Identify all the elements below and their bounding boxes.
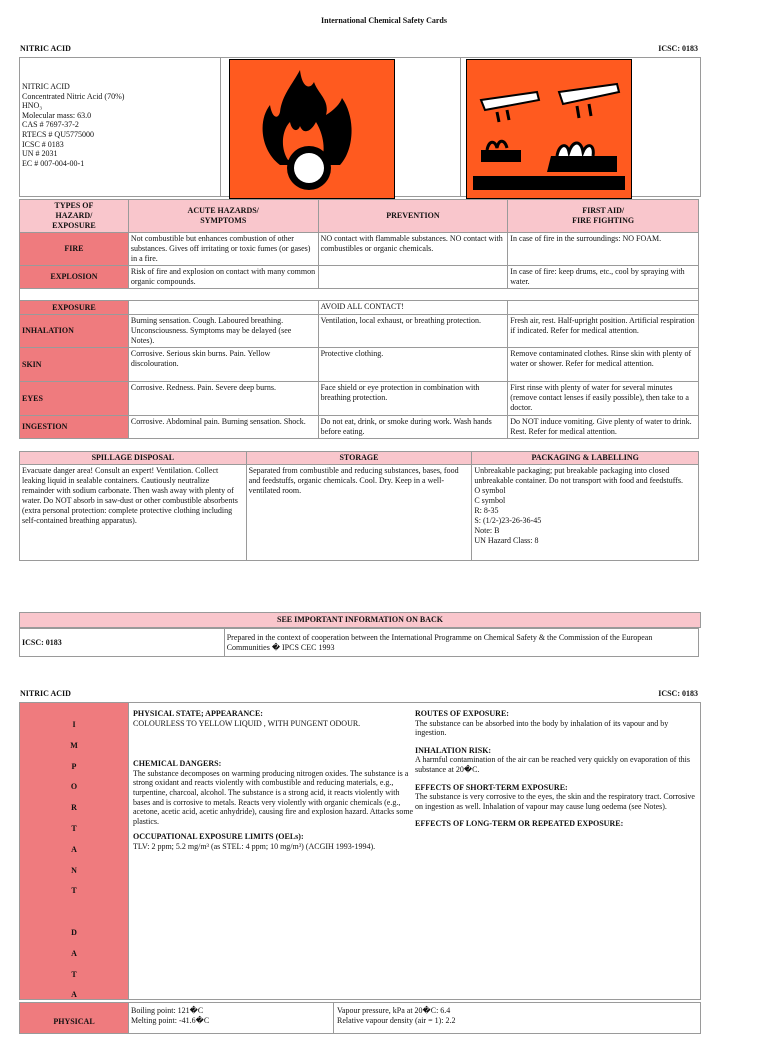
col-header-first-aid: FIRST AID/ FIRE FIGHTING: [508, 200, 699, 233]
inhalation-risk-heading: INHALATION RISK:: [415, 745, 492, 755]
physical-state-heading: PHYSICAL STATE; APPEARANCE:: [133, 709, 263, 718]
row-label-exposure: EXPOSURE: [20, 301, 129, 315]
side-letter: A: [71, 948, 77, 958]
explosion-prevention: [318, 266, 508, 289]
right-column: [415, 709, 695, 829]
packaging-header: PACKAGING & LABELLING: [472, 452, 699, 465]
skin-hazard: Corrosive. Serious skin burns. Pain. Yellow discolouration.: [128, 348, 318, 382]
physical-state-text: COLOURLESS TO YELLOW LIQUID , WITH PUNGENT ODOUR.: [133, 718, 361, 728]
side-letter: R: [71, 803, 77, 813]
card2-header-icsc: ICSC: 0183: [658, 689, 698, 698]
col-header-types: TYPES OF HAZARD/ EXPOSURE: [20, 200, 129, 233]
side-letter: A: [71, 844, 77, 854]
oxidizer-symbol-icon: [229, 59, 395, 199]
side-letter: D: [71, 927, 77, 937]
fire-hazard: Not combustible but enhances combustion of other substances. Gives off irritating or toxic fumes (or gases) in a fire.: [128, 233, 318, 266]
inhalation-prevention: Ventilation, local exhaust, or breathing protection.: [318, 315, 508, 348]
ingestion-hazard: Corrosive. Abdominal pain. Burning sensation. Shock.: [128, 416, 318, 439]
col-header-prevention: PREVENTION: [318, 200, 508, 233]
explosion-aid: In case of fire: keep drums, etc., cool by spraying with water.: [508, 266, 699, 289]
row-label-fire: FIRE: [20, 233, 129, 266]
important-data-sidebar: [20, 703, 129, 999]
properties-left: Boiling point: 121�C Melting point: -41.6�C: [131, 1006, 210, 1025]
corrosive-symbol-icon: [466, 59, 632, 199]
physical-label: PHYSICAL: [20, 1003, 129, 1033]
left-column: [133, 709, 415, 852]
side-letter: N: [71, 865, 77, 875]
side-letter: T: [71, 886, 77, 896]
fire-prevention: NO contact with flammable substances. NO contact with combustibles or organic chemicals.: [318, 233, 508, 266]
col-header-acute: ACUTE HAZARDS/ SYMPTOMS: [128, 200, 318, 233]
storage-text: Separated from combustible and reducing substances, bases, food and feedstuffs, organic chemicals. Cool. Dry. Keep in a well-ventilated room.: [246, 465, 472, 561]
side-letter: M: [70, 740, 78, 750]
side-letter: I: [72, 720, 76, 729]
side-letter: T: [71, 823, 77, 833]
row-label-explosion: EXPLOSION: [20, 266, 129, 289]
row-label-ingestion: INGESTION: [20, 416, 129, 439]
exposure-aid: [508, 301, 699, 315]
short-term-heading: EFFECTS OF SHORT-TERM EXPOSURE:: [415, 782, 568, 792]
side-letter: [20, 902, 128, 923]
chemical-dangers-heading: CHEMICAL DANGERS:: [133, 759, 222, 769]
row-label-inhalation: INHALATION: [20, 315, 129, 348]
exposure-prevention: AVOID ALL CONTACT!: [318, 301, 508, 315]
card-footer: [19, 628, 699, 657]
storage-header: STORAGE: [246, 452, 472, 465]
spillage-text: Evacuate danger area! Consult an expert! Ventilation. Collect leaking liquid in sealable containers. Cautiously neutralize remainder with sodium carbonate. Then wash away with plenty of water. Do NOT absorb in saw-dust or other combustible absorbents (extra personal protection: complete protective clothing including self-contained breathing apparatus).: [20, 465, 247, 561]
card2-header-name: NITRIC ACID: [20, 689, 71, 698]
packaging-text: Unbreakable packaging; put breakable packaging into closed unbreakable container. Do not transport with food and feedstuffs. O symbol C symbol R: 8-35 S: (1/2-)23-26-36-45 Note: B UN Hazard Class: 8: [472, 465, 699, 561]
card-header-icsc: ICSC: 0183: [658, 44, 698, 53]
side-letter: A: [71, 990, 77, 1000]
exposure-hazard: [128, 301, 318, 315]
skin-prevention: Protective clothing.: [318, 348, 508, 382]
disposal-table: [19, 451, 699, 561]
footer-icsc: ICSC: 0183: [20, 629, 225, 657]
see-back-banner: SEE IMPORTANT INFORMATION ON BACK: [19, 612, 701, 628]
eyes-hazard: Corrosive. Redness. Pain. Severe deep burns.: [128, 382, 318, 416]
spillage-header: SPILLAGE DISPOSAL: [20, 452, 247, 465]
eyes-prevention: Face shield or eye protection in combination with breathing protection.: [318, 382, 508, 416]
row-label-eyes: EYES: [20, 382, 129, 416]
side-letter: P: [71, 761, 77, 771]
row-label-skin: SKIN: [20, 348, 129, 382]
fire-aid: In case of fire in the surroundings: NO FOAM.: [508, 233, 699, 266]
ingestion-prevention: Do not eat, drink, or smoke during work. Wash hands before eating.: [318, 416, 508, 439]
oel-text: TLV: 2 ppm; 5.2 mg/m³ (as STEL: 4 ppm; 10 mg/m³) (ACGIH 1993-1994).: [133, 841, 376, 851]
oel-heading: OCCUPATIONAL EXPOSURE LIMITS (OELs):: [133, 832, 304, 842]
inhalation-hazard: Burning sensation. Cough. Laboured breathing. Unconsciousness. Symptoms may be delayed (see Notes).: [128, 315, 318, 348]
spacer-row: [20, 289, 699, 301]
properties-right: Vapour pressure, kPa at 20�C: 6.4 Relative vapour density (air = 1): 2.2: [337, 1006, 456, 1025]
chemical-dangers-text: The substance decomposes on warming producing nitrogen oxides. The substance is a strong oxidant and reacts violently with combustible and reducing materials, e.g., turpentine, charcoal, alcohol. The substance is a strong acid, it reacts violently with bases and is corrosive to metals. Reacts very violently with organic chemicals (e.g., acetone, acetic acid, acetic anhydride), causing fire and explosion hazard. Attacks some plastics.: [133, 768, 414, 826]
eyes-aid: First rinse with plenty of water for several minutes (remove contact lenses if easily possible), then take to a doctor.: [508, 382, 699, 416]
short-term-text: The substance is very corrosive to the eyes, the skin and the respiratory tract. Corrosive on ingestion as well. Inhalation of vapour may cause lung oedema (see Notes).: [415, 792, 695, 811]
page-title: International Chemical Safety Cards: [321, 16, 447, 25]
long-term-heading: EFFECTS OF LONG-TERM OR REPEATED EXPOSURE:: [415, 819, 624, 829]
side-letter: O: [70, 782, 78, 792]
inhalation-aid: Fresh air, rest. Half-upright position. Artificial respiration if indicated. Refer for medical attention.: [508, 315, 699, 348]
chemical-identity: NITRIC ACID Concentrated Nitric Acid (70%) HNO₃ Molecular mass: 63.0 CAS # 7697-37-2 RTECS # QU5775000 ICSC # 0183 UN # 2031 EC # 007-004-00-1: [22, 82, 125, 168]
hazard-table: [19, 199, 699, 439]
routes-text: The substance can be absorbed into the body by inhalation of its vapour and by ingestion.: [415, 718, 669, 738]
skin-aid: Remove contaminated clothes. Rinse skin with plenty of water or shower. Refer for medical attention.: [508, 348, 699, 382]
important-data-box: [19, 702, 701, 1000]
card-header-name: NITRIC ACID: [20, 44, 71, 53]
footer-text: Prepared in the context of cooperation between the International Programme on Chemical Safety & the Commission of the European Communities � IPCS CEC 1993: [224, 629, 698, 657]
routes-heading: ROUTES OF EXPOSURE:: [415, 709, 509, 718]
side-letter: T: [71, 969, 77, 979]
ingestion-aid: Do NOT induce vomiting. Give plenty of water to drink. Rest. Refer for medical attention.: [508, 416, 699, 439]
physical-properties: [19, 1002, 701, 1034]
explosion-hazard: Risk of fire and explosion on contact with many common organic compounds.: [128, 266, 318, 289]
inhalation-risk-text: A harmful contamination of the air can be reached very quickly on evaporation of this substance at 20�C.: [415, 755, 691, 774]
